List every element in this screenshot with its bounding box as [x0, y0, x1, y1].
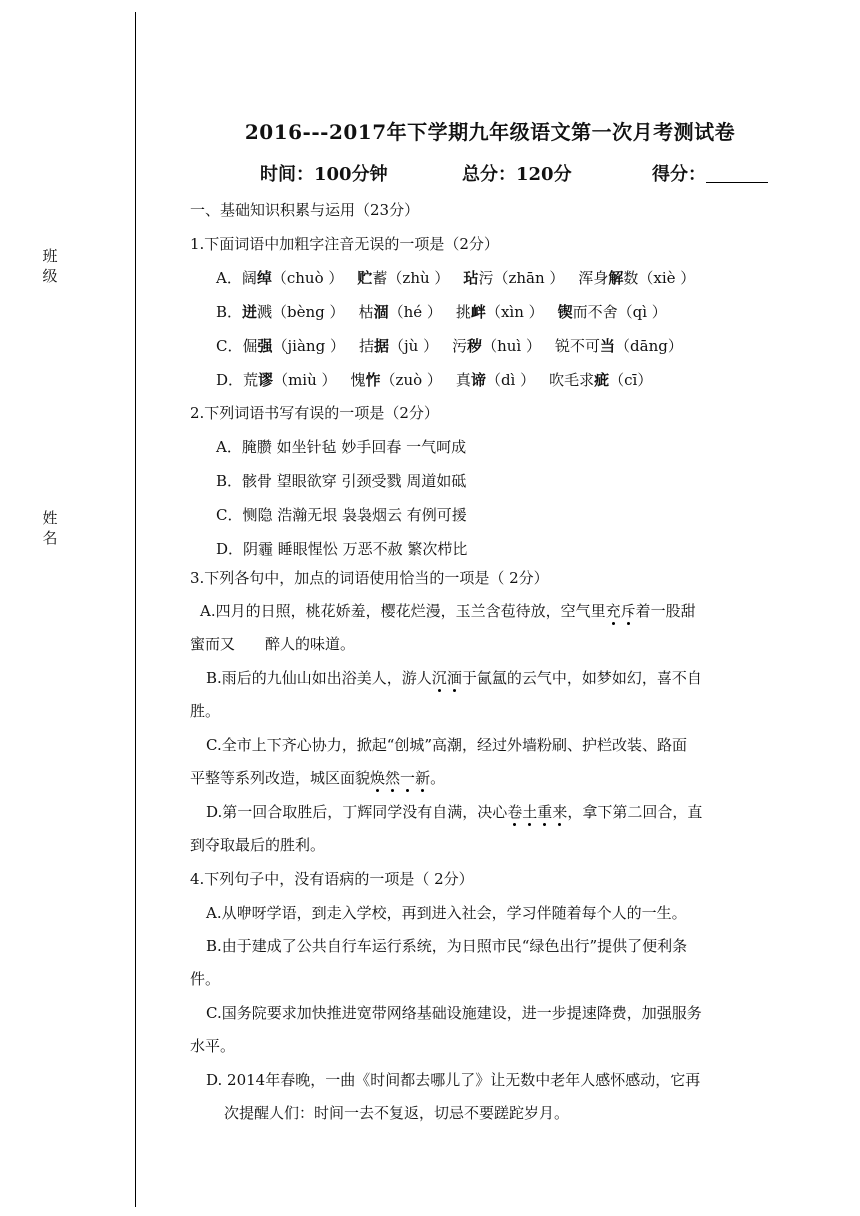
q4-option-d-line2: 次提醒人们：时间一去不复返，切忌不要蹉跎岁月。	[224, 1104, 570, 1122]
word: 挑衅（xìn ）	[455, 303, 544, 321]
word: 玷污（zhān ）	[463, 269, 565, 287]
word: 迸溅（bèng ）	[242, 303, 345, 321]
q1-option-b	[216, 302, 681, 322]
word: 枯涸（hé ）	[358, 303, 442, 321]
word: 污秽（huì ）	[452, 337, 541, 355]
word: 拮据（jù ）	[358, 337, 439, 355]
word: 贮蓄（zhù ）	[357, 269, 450, 287]
q4-option-c-line2: 水平。	[190, 1037, 236, 1055]
q1-option-c	[216, 336, 697, 356]
word: 阔绰（chuò ）	[241, 269, 344, 287]
word: 愧怍（zuò ）	[350, 371, 442, 389]
q3-option-c-line2: 平整等系列改造，城区面貌焕然一新。	[190, 769, 446, 787]
q3-option-c-line1: C.全市上下齐心协力，掀起“创城”高潮，经过外墙粉刷、护栏改装、路面	[206, 736, 688, 754]
exam-time: 时间：100分钟	[260, 164, 388, 185]
q3-option-a-line1: A.四月的日照，桃花娇羞，樱花烂漫，玉兰含苞待放，空气里充斥着一股甜	[200, 602, 696, 620]
q2-option-c: C．恻隐 浩瀚无垠 袅袅烟云 有例可援	[216, 506, 467, 524]
name-label: 姓名	[42, 509, 58, 547]
score-label: 得分：	[652, 164, 706, 185]
q1-option-d	[216, 370, 666, 390]
q4-option-b-line1: B.由于建成了公共自行车运行系统，为日照市民“绿色出行”提供了便利条	[206, 937, 688, 955]
word: 吹毛求疵（cī）	[549, 371, 653, 389]
exam-total: 总分：120分	[462, 164, 572, 185]
q2-option-b: B．骸骨 望眼欲穿 引颈受戮 周道如砥	[216, 472, 467, 490]
word: 倔强（jiàng ）	[242, 337, 345, 355]
q4-option-c-line1: C.国务院要求加快推进宽带网络基础设施建设，进一步提速降费，加强服务	[206, 1004, 702, 1022]
q2-stem: 2.下列词语书写有误的一项是（2分）	[190, 404, 439, 422]
option-label: B．	[216, 303, 243, 321]
word: 锐不可当（dāng）	[555, 337, 683, 355]
q3-option-d-line2: 到夺取最后的胜利。	[190, 836, 326, 854]
option-label: A．	[216, 269, 242, 287]
option-label: D．	[216, 371, 244, 389]
word: 荒谬（miù ）	[243, 371, 337, 389]
q3-option-a-line2: 蜜而又 醉人的味道。	[190, 635, 356, 653]
q3-option-b-line2: 胜。	[190, 702, 221, 720]
score-blank	[706, 164, 768, 183]
q1-option-a	[216, 268, 709, 288]
q3-option-b-line1: B.雨后的九仙山如出浴美人，游人沉湎于氤氲的云气中，如梦如幻，喜不自	[206, 669, 702, 687]
word: 浑身解数（xiè ）	[578, 269, 696, 287]
q4-option-b-line2: 件。	[190, 970, 221, 988]
class-label: 班级	[42, 247, 58, 285]
q2-option-d: D．阴霾 睡眼惺忪 万恶不赦 繁次栉比	[216, 540, 468, 558]
q3-option-d-line1: D.第一回合取胜后，丁辉同学没有自满，决心卷土重来，拿下第二回合，直	[206, 803, 703, 821]
exam-title: 2016---2017年下学期九年级语文第一次月考测试卷	[244, 120, 736, 144]
word: 锲而不舍（qì ）	[557, 303, 667, 321]
exam-score	[652, 160, 768, 186]
option-label: C．	[216, 337, 243, 355]
q1-stem: 1.下面词语中加粗字注音无误的一项是（2分）	[190, 235, 499, 253]
q4-option-a: A.从咿呀学语，到走入学校，再到进入社会，学习伴随着每个人的一生。	[206, 904, 687, 922]
q4-stem: 4.下列句子中，没有语病的一项是（ 2分）	[190, 870, 474, 888]
q3-stem: 3.下列各句中，加点的词语使用恰当的一项是（ 2分）	[190, 569, 549, 587]
q2-option-a: A．腌臜 如坐针毡 妙手回春 一气呵成	[216, 438, 467, 456]
binding-line	[135, 12, 136, 1207]
q4-option-d-line1: D. 2014年春晚，一曲《时间都去哪儿了》让无数中老年人感怀感动，它再	[206, 1071, 701, 1089]
section-heading: 一、基础知识积累与运用（23分）	[190, 201, 420, 219]
word: 真谛（dì ）	[455, 371, 536, 389]
